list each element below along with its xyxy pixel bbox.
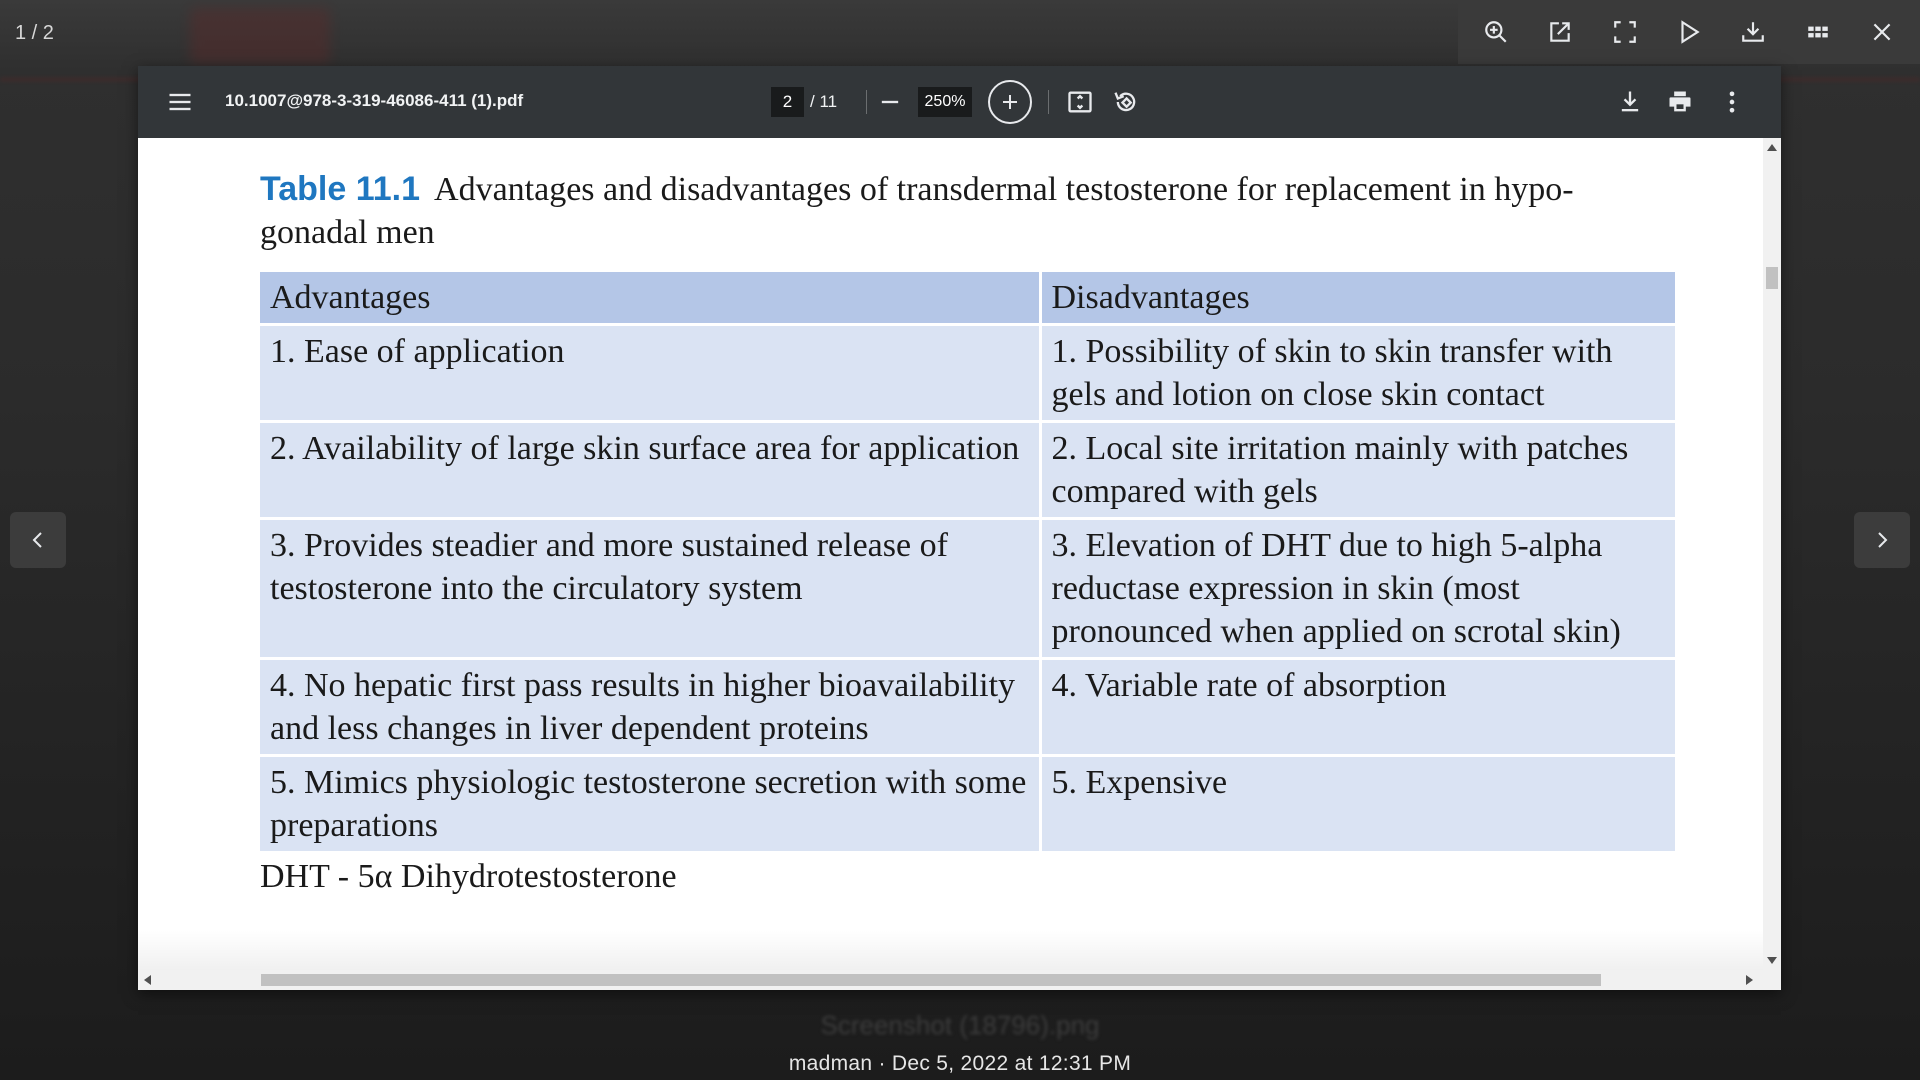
- chevron-right-icon: [1870, 528, 1894, 552]
- table-header-row: [260, 272, 1675, 325]
- zoom-level-input[interactable]: [918, 87, 972, 117]
- pdf-viewer: [138, 66, 1781, 990]
- more-options-icon[interactable]: [1718, 88, 1746, 116]
- vertical-scroll-thumb[interactable]: [1766, 267, 1778, 289]
- advantage-cell: 4. No hepatic first pass results in higher bioavailability and less changes in liver dependent proteins: [260, 659, 1040, 756]
- scroll-right-icon[interactable]: [1746, 975, 1753, 985]
- zoom-in-button[interactable]: [988, 80, 1032, 124]
- table-caption: [260, 168, 1680, 254]
- header-disadvantages: Disadvantages: [1040, 272, 1675, 325]
- chevron-left-icon: [26, 528, 50, 552]
- background-blur-artifact: [190, 8, 330, 64]
- table-label: Table 11.1: [260, 170, 421, 208]
- vertical-scrollbar[interactable]: [1763, 138, 1781, 970]
- previous-image-button[interactable]: [10, 512, 66, 568]
- pdf-toolbar: [138, 66, 1781, 138]
- fit-page-icon[interactable]: [1066, 88, 1094, 116]
- advantage-cell: 5. Mimics physiologic testosterone secretion with some preparations: [260, 756, 1040, 852]
- table-row: [260, 756, 1675, 852]
- page-number-input[interactable]: [771, 87, 804, 117]
- zoom-in-icon[interactable]: [1474, 10, 1518, 54]
- image-counter: 1 / 2: [15, 22, 54, 44]
- rotate-icon[interactable]: [1112, 88, 1140, 116]
- scroll-down-icon[interactable]: [1767, 957, 1777, 964]
- print-icon[interactable]: [1666, 88, 1694, 116]
- table-row: [260, 422, 1675, 519]
- disadvantage-cell: 1. Possibility of skin to skin transfer with gels and lotion on close skin contact: [1040, 325, 1675, 422]
- background-filename: Screenshot (18796).png: [820, 1010, 1100, 1040]
- horizontal-scrollbar[interactable]: [138, 970, 1781, 990]
- table-row: [260, 659, 1675, 756]
- grid-view-icon[interactable]: [1796, 10, 1840, 54]
- table-footnote: DHT - 5α Dihydrotestosterone: [260, 858, 677, 895]
- toolbar-divider: [866, 90, 867, 114]
- disadvantage-cell: 4. Variable rate of absorption: [1040, 659, 1675, 756]
- advantage-cell: 2. Availability of large skin surface area for application: [260, 422, 1040, 519]
- download-pdf-icon[interactable]: [1616, 88, 1644, 116]
- table-title: Advantages and disadvantages of transdermal testosterone for replacement in hypo-gonadal men: [260, 171, 1574, 251]
- next-image-button[interactable]: [1854, 512, 1910, 568]
- plus-icon: [998, 90, 1022, 114]
- fullscreen-icon[interactable]: [1603, 10, 1647, 54]
- menu-icon[interactable]: [166, 88, 194, 116]
- zoom-out-icon[interactable]: [876, 88, 904, 116]
- table-row: [260, 325, 1675, 422]
- horizontal-scroll-thumb[interactable]: [261, 974, 1601, 986]
- pdf-page: [138, 138, 1763, 970]
- document-content: [260, 168, 1680, 898]
- scroll-left-icon[interactable]: [144, 975, 151, 985]
- scroll-up-icon[interactable]: [1767, 144, 1777, 151]
- download-icon[interactable]: [1731, 10, 1775, 54]
- page-shadow: [138, 930, 1763, 970]
- disadvantage-cell: 3. Elevation of DHT due to high 5-alpha reductase expression in skin (most pronounced when applied on scrotal skin): [1040, 519, 1675, 659]
- viewer-toolbar: [1458, 0, 1920, 64]
- document-title: 10.1007@978-3-319-46086-411 (1).pdf: [225, 91, 524, 110]
- disadvantage-cell: 2. Local site irritation mainly with patches compared with gels: [1040, 422, 1675, 519]
- image-caption: madman · Dec 5, 2022 at 12:31 PM: [788, 1052, 1132, 1075]
- page-total: / 11: [810, 92, 838, 111]
- slideshow-icon[interactable]: [1667, 10, 1711, 54]
- advantages-table: [260, 272, 1675, 851]
- advantage-cell: 1. Ease of application: [260, 325, 1040, 422]
- disadvantage-cell: 5. Expensive: [1040, 756, 1675, 852]
- open-external-icon[interactable]: [1538, 10, 1582, 54]
- advantage-cell: 3. Provides steadier and more sustained release of testosterone into the circulatory system: [260, 519, 1040, 659]
- toolbar-divider: [1048, 90, 1049, 114]
- close-icon[interactable]: [1860, 10, 1904, 54]
- table-row: [260, 519, 1675, 659]
- header-advantages: Advantages: [260, 272, 1040, 325]
